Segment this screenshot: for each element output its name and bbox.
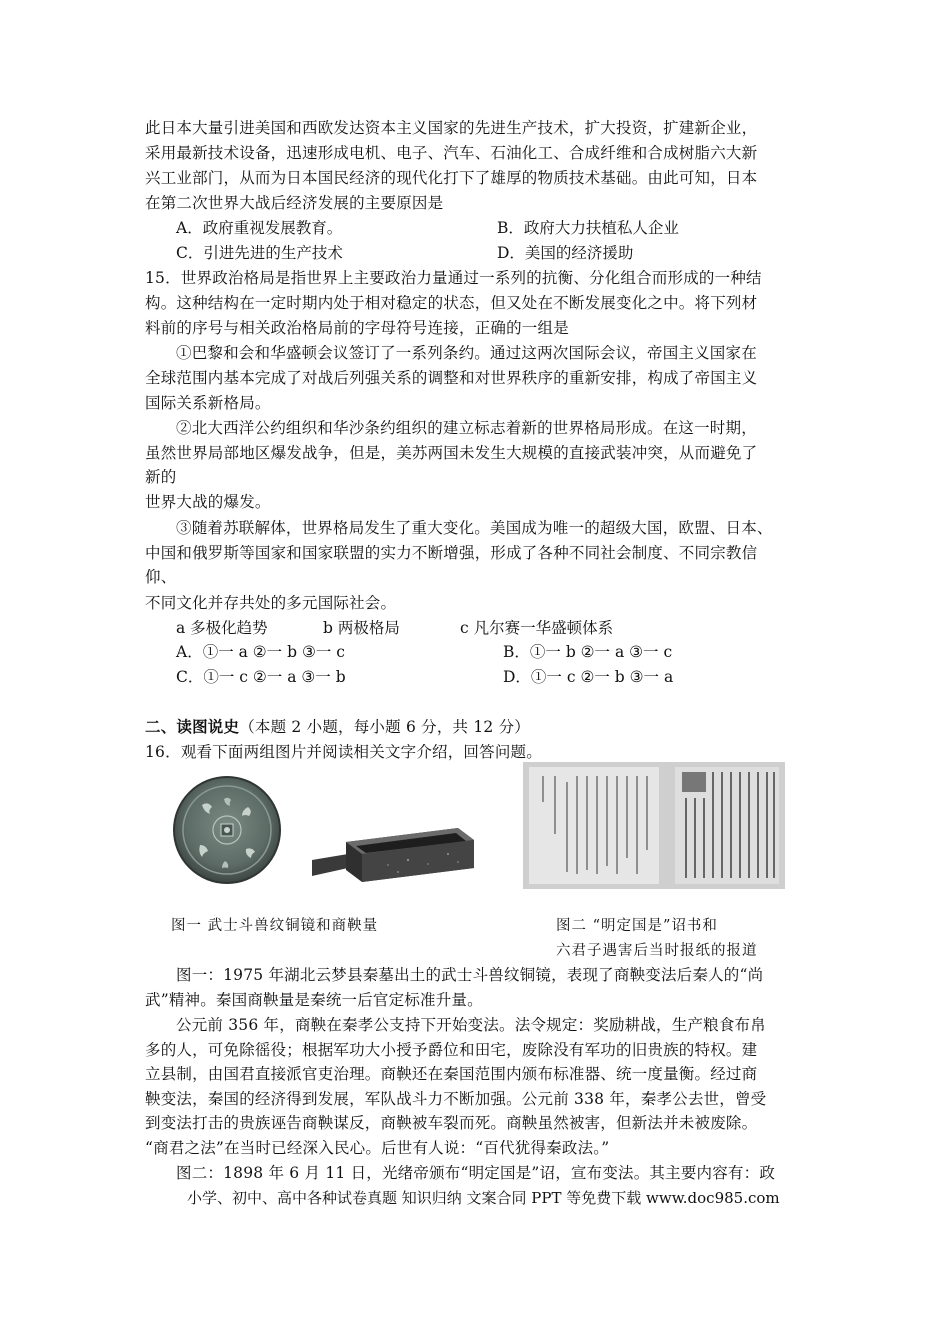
q16-paragraph-3: 图二：1898 年 6 月 11 日，光绪帝颁布“明定国是”诏，宣布变法。其主要内容有：政 [176, 1164, 776, 1182]
text-line: 采用最新技术设备，迅速形成电机、电子、汽车、石油化工、合成纤维和合成树脂六大新 [145, 144, 758, 162]
q15-choice-c: c 凡尔赛一华盛顿体系 [460, 619, 614, 637]
q15-material-1: ①巴黎和会和华盛顿会议签订了一系列条约。通过这两次国际会议，帝国主义国家在 [176, 344, 757, 362]
q15-option-c: C．①一 c ②一 a ③一 b [176, 668, 346, 686]
q15-stem-line: 料前的序号与相关政治格局前的字母符号连接，正确的一组是 [145, 319, 569, 337]
edict-newspaper-image [523, 762, 785, 889]
q15-material-3: 不同文化并存共处的多元国际社会。 [145, 594, 397, 612]
q15-material-1: 国际关系新格局。 [145, 394, 271, 412]
figure-2-caption: 六君子遇害后当时报纸的报道 [556, 943, 758, 959]
q16-paragraph-1: 图一：1975 年湖北云梦县秦墓出土的武士斗兽纹铜镜，表现了商鞅变法后秦人的“尚 [176, 966, 764, 984]
figure-1-caption: 图一 武士斗兽纹铜镜和商鞅量 [171, 918, 379, 934]
q15-option-d: D．①一 c ②一 b ③一 a [503, 668, 674, 686]
q15-material-3: 中国和俄罗斯等国家和国家联盟的实力不断增强，形成了各种不同社会制度、不同宗教信 [145, 544, 758, 562]
q16-paragraph-2: 到变法打击的贵族诬告商鞅谋反，商鞅被车裂而死。商鞅虽然被害，但新法并未被废除。 [145, 1114, 758, 1132]
q15-stem-line: 构。这种结构在一定时期内处于相对稳定的状态，但又处在不断发展变化之中。将下列材 [145, 294, 758, 312]
figure-2-caption: 图二 “明定国是”诏书和 [556, 918, 718, 934]
q15-material-2: ②北大西洋公约组织和华沙条约组织的建立标志着新的世界格局形成。在这一时期， [176, 419, 757, 437]
footer-text: 小学、初中、高中各种试卷真题 知识归纳 文案合同 PPT 等免费下载 www.doc985.com [187, 1189, 780, 1207]
text-line: 此日本大量引进美国和西欧发达资本主义国家的先进生产技术，扩大投资，扩建新企业， [145, 119, 758, 137]
q16-paragraph-2: “商君之法”在当时已经深入民心。后世有人说：“百代犹得秦政法。” [145, 1139, 610, 1157]
text-line: 兴工业部门，从而为日本国民经济的现代化打下了雄厚的物质技术基础。由此可知，日本 [145, 169, 758, 187]
q15-option-b: B．①一 b ②一 a ③一 c [503, 643, 673, 661]
q16-paragraph-2: 鞅变法，秦国的经济得到发展，军队战斗力不断加强。公元前 338 年，秦孝公去世，曾受 [145, 1090, 767, 1108]
q16-paragraph-2: 公元前 356 年，商鞅在秦孝公支持下开始变法。法令规定：奖励耕战，生产粮食布帛 [176, 1016, 766, 1034]
q14-option-a: A．政府重视发展教育。 [176, 219, 343, 237]
q15-material-2: 世界大战的爆发。 [145, 493, 271, 511]
shang-yang-measure-image [308, 820, 476, 885]
q15-choice-a: a 多极化趋势 [176, 619, 268, 637]
q15-material-3: 仰、 [145, 568, 177, 586]
q14-option-c: C．引进先进的生产技术 [176, 244, 343, 262]
q15-stem-line: 15．世界政治格局是指世界上主要政治力量通过一系列的抗衡、分化组合而形成的一种结 [145, 269, 762, 287]
q16-paragraph-2: 多的人，可免除徭役；根据军功大小授予爵位和田宅，废除没有军功的旧贵族的特权。建 [145, 1041, 758, 1059]
q15-material-3: ③随着苏联解体，世界格局发生了重大变化。美国成为唯一的超级大国，欧盟、日本、 [176, 519, 773, 537]
q16-paragraph-2: 立县制，由国君直接派官吏治理。商鞅还在秦国范围内颁布标准器、统一度量衡。经过商 [145, 1065, 758, 1083]
section-title: 二、读图说史 [145, 717, 240, 736]
section-heading [145, 716, 530, 738]
q15-material-1: 全球范围内基本完成了对战后列强关系的调整和对世界秩序的重新安排，构成了帝国主义 [145, 369, 758, 387]
q15-choice-b: b 两极格局 [323, 619, 400, 637]
bronze-mirror-image [172, 775, 282, 885]
q15-option-a: A．①一 a ②一 b ③一 c [176, 643, 345, 661]
q16-stem: 16．观看下面两组图片并阅读相关文字介绍，回答问题。 [145, 743, 542, 761]
section-note: （本题 2 小题，每小题 6 分，共 12 分） [239, 718, 531, 736]
q14-option-b: B．政府大力扶植私人企业 [497, 219, 679, 237]
q16-paragraph-1: 武”精神。秦国商鞅量是秦统一后官定标准升量。 [145, 991, 483, 1009]
q15-material-2: 虽然世界局部地区爆发战争，但是，美苏两国未发生大规模的直接武装冲突，从而避免了 [145, 444, 758, 462]
q14-option-d: D．美国的经济援助 [497, 244, 634, 262]
q15-material-2: 新的 [145, 468, 177, 486]
text-line: 在第二次世界大战后经济发展的主要原因是 [145, 194, 444, 212]
